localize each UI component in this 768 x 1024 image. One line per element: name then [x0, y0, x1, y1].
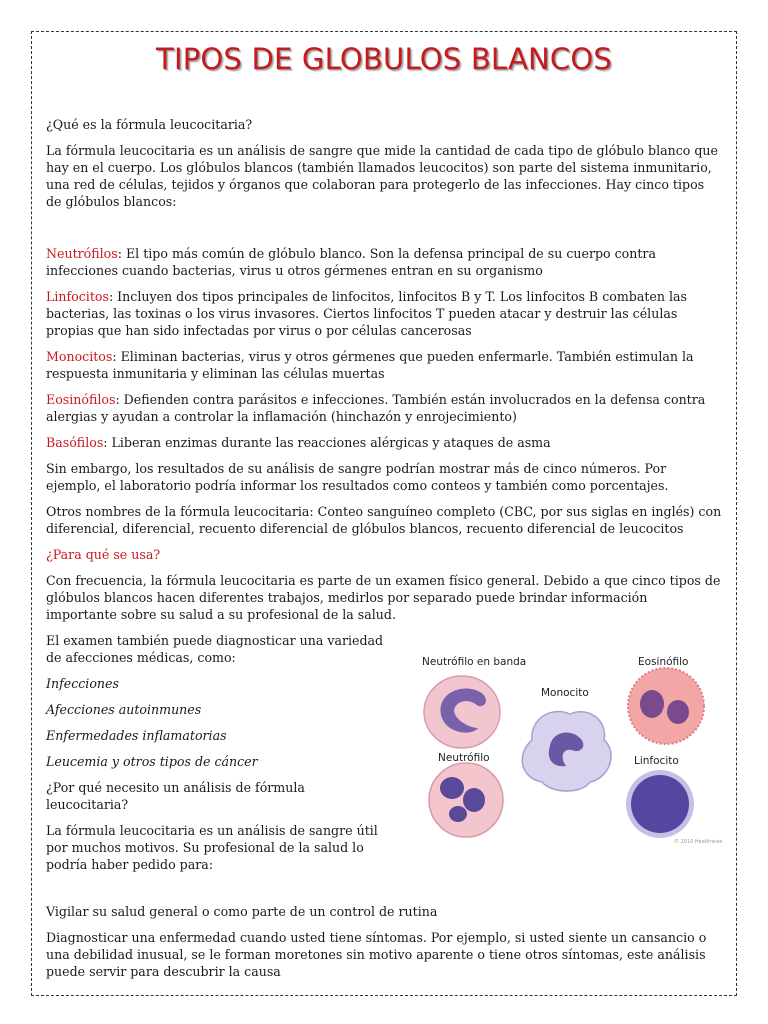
type-term: Neutrófilos: [46, 246, 118, 261]
label-neutrophil: Neutrófilo: [438, 752, 490, 764]
type-term: Eosinófilos: [46, 392, 116, 407]
diagnose-paragraph: El examen también puede diagnosticar una variedad de afecciones médicas, como:: [46, 633, 384, 665]
other-names-paragraph: Otros nombres de la fórmula leucocitaria: Conteo sanguíneo completo (CBC, por sus siglas en inglés) con diferencial, diferencial, recuento diferencial de glóbulos blancos, recuento diferencial de leucocitos: [46, 504, 722, 536]
label-lymphocyte: Linfocito: [634, 755, 679, 767]
results-paragraph: Sin embargo, los resultados de su análisis de sangre podrían mostrar más de cinco números. Por ejemplo, el laboratorio podría informar los resultados como conteos y también como porcentajes.: [46, 461, 669, 493]
question-what-is: ¿Qué es la fórmula leucocitaria?: [46, 117, 253, 132]
monocyte-cell: [522, 712, 611, 791]
page-title: TIPOS DE GLOBULOS BLANCOS: [156, 42, 612, 76]
condition-item: Infecciones: [46, 676, 119, 691]
white-blood-cells-illustration: [412, 648, 732, 848]
why-paragraph: La fórmula leucocitaria es un análisis de sangre útil por muchos motivos. Su profesional de la salud lo podría haber pedido para:: [46, 823, 378, 872]
routine-paragraph: Vigilar su salud general o como parte de un control de rutina: [46, 904, 438, 919]
type-desc: : Incluyen dos tipos principales de linfocitos, linfocitos B y T. Los linfocitos B combaten las bacterias, las toxinas o los virus invasores. Ciertos linfocitos T pueden atacar y destruir las células propias que han sido infectadas por virus o por células cancerosas: [46, 289, 687, 338]
symptoms-paragraph: Diagnosticar una enfermedad cuando usted tiene síntomas. Por ejemplo, si usted siente un cansancio o una debilidad inusual, se le forman moretones sin motivo aparente o tiene otros síntomas, este análisis puede servir para descubrir la causa: [46, 930, 707, 979]
condition-item: Afecciones autoinmunes: [46, 702, 202, 717]
type-monocitos: [46, 348, 722, 382]
type-desc: : Eliminan bacterias, virus y otros gérmenes que pueden enfermarle. También estimulan la respuesta inmunitaria y eliminan las células muertas: [46, 349, 694, 381]
question-why: ¿Por qué necesito un análisis de fórmula leucocitaria?: [46, 780, 305, 812]
type-term: Linfocitos: [46, 289, 109, 304]
neutrophil-cell: [429, 763, 503, 837]
band-neutrophil-cell: [424, 676, 500, 748]
illustration-copyright: © 2010 Healthwise: [674, 839, 723, 845]
type-desc: : El tipo más común de glóbulo blanco. Son la defensa principal de su cuerpo contra infecciones cuando bacterias, virus u otros gérmenes entran en su organismo: [46, 246, 656, 278]
intro-paragraph: La fórmula leucocitaria es un análisis de sangre que mide la cantidad de cada tipo de glóbulo blanco que hay en el cuerpo. Los glóbulos blancos (también llamados leucocitos) son parte del sistema inmunitario, una red de células, tejidos y órganos que colaboran para protegerlo de las infecciones. Hay cinco tipos de glóbulos blancos:: [46, 143, 718, 209]
label-band-neutrophil: Neutrófilo en banda: [422, 656, 527, 668]
type-desc: : Liberan enzimas durante las reacciones alérgicas y ataques de asma: [103, 435, 551, 450]
type-neutrofilos: [46, 245, 722, 279]
type-term: Basófilos: [46, 435, 104, 450]
left-column: [46, 632, 386, 873]
condition-item: Leucemia y otros tipos de cáncer: [46, 754, 258, 769]
question-uses: ¿Para qué se usa?: [46, 547, 161, 562]
eosinophil-cell: [628, 668, 704, 744]
uses-paragraph: Con frecuencia, la fórmula leucocitaria es parte de un examen físico general. Debido a que cinco tipos de glóbulos blancos hacen diferentes trabajos, medirlos por separado puede brindar información importante sobre su salud a su profesional de la salud.: [46, 573, 721, 622]
type-eosinofilos: [46, 391, 722, 425]
lymphocyte-cell: [626, 770, 694, 838]
spacer: [46, 219, 722, 245]
label-monocyte: Monocito: [541, 687, 589, 699]
condition-item: Enfermedades inflamatorias: [46, 728, 227, 743]
label-eosinophil: Eosinófilo: [638, 656, 689, 668]
type-term: Monocitos: [46, 349, 113, 364]
type-basofilos: [46, 434, 722, 451]
type-linfocitos: [46, 288, 722, 339]
type-desc: : Defienden contra parásitos e infecciones. También están involucrados en la defensa contra alergias y ayudan a controlar la inflamación (hinchazón y enrojecimiento): [46, 392, 706, 424]
document-footer-text: [46, 903, 722, 989]
